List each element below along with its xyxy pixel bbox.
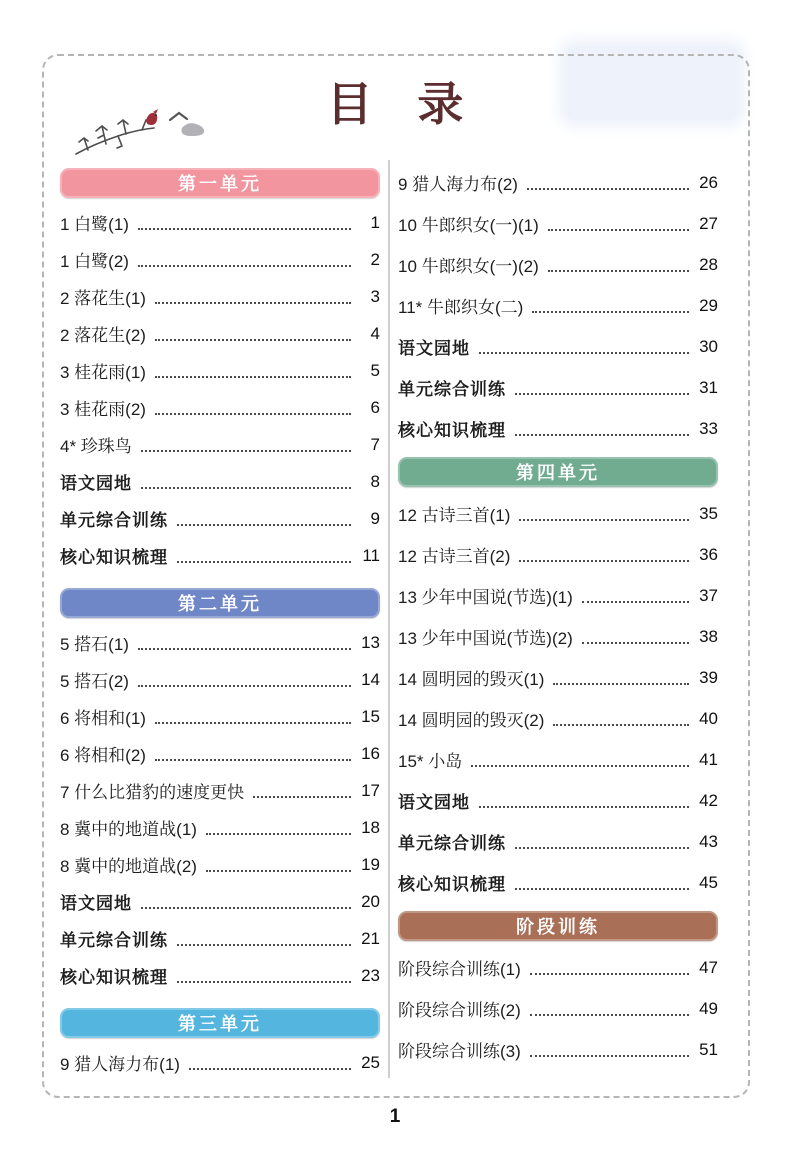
toc-entry — [398, 408, 718, 449]
toc-entry — [60, 204, 380, 241]
toc-entry-page: 45 — [699, 872, 718, 892]
dot-leader — [553, 711, 689, 726]
toc-entry-page: 13 — [361, 632, 380, 652]
unit-header: 第四单元 — [398, 457, 718, 487]
dot-leader — [548, 216, 689, 231]
page-title: 目 录 — [326, 78, 480, 130]
toc-entry — [60, 500, 380, 537]
toc-entry — [398, 575, 718, 616]
toc-entry — [60, 426, 380, 463]
toc-entry-label: 8 冀中的地道战(1) — [60, 820, 197, 839]
dot-leader — [141, 437, 351, 452]
toc-column-left — [60, 162, 380, 1081]
toc-entry — [60, 698, 380, 735]
toc-entry-label: 1 白鹭(2) — [60, 252, 129, 271]
toc-entry-page: 29 — [699, 295, 718, 315]
toc-entry-label: 3 桂花雨(1) — [60, 363, 146, 382]
toc-entry — [398, 947, 718, 988]
toc-entry-label: 单元综合训练 — [60, 511, 168, 530]
toc-entry-label: 13 少年中国说(节选)(2) — [398, 629, 573, 648]
toc-entry-page: 16 — [361, 743, 380, 763]
dot-leader — [479, 339, 689, 354]
dot-leader — [155, 326, 351, 341]
toc-entry — [398, 244, 718, 285]
toc-entry-label: 9 猎人海力布(1) — [60, 1055, 180, 1074]
dot-leader — [177, 511, 351, 526]
toc-entry — [60, 241, 380, 278]
toc-entry-page: 37 — [699, 585, 718, 605]
dot-leader — [155, 400, 351, 415]
toc-column-right — [398, 162, 718, 1070]
unit-header: 第二单元 — [60, 588, 380, 618]
toc-entry-page: 3 — [370, 286, 380, 306]
toc-entry-label: 4* 珍珠鸟 — [60, 437, 132, 456]
toc-entry-page: 40 — [699, 708, 718, 728]
toc-entry — [398, 534, 718, 575]
toc-entry-label: 核心知识梳理 — [60, 548, 168, 567]
toc-entry-page: 27 — [699, 213, 718, 233]
toc-entry — [398, 367, 718, 408]
toc-entry-page: 4 — [370, 323, 380, 343]
toc-entry-page: 43 — [699, 831, 718, 851]
toc-entry-page: 21 — [361, 928, 380, 948]
dot-leader — [582, 588, 689, 603]
toc-entry-label: 5 搭石(1) — [60, 635, 129, 654]
dot-leader — [527, 175, 689, 190]
dot-leader — [548, 257, 689, 272]
toc-entry-page: 19 — [361, 854, 380, 874]
toc-entry-label: 8 冀中的地道战(2) — [60, 857, 197, 876]
toc-entry — [398, 780, 718, 821]
toc-entry-label: 13 少年中国说(节选)(1) — [398, 588, 573, 607]
toc-entry — [398, 862, 718, 903]
toc-entry — [398, 493, 718, 534]
dot-leader — [530, 1001, 689, 1016]
toc-entry-label: 3 桂花雨(2) — [60, 400, 146, 419]
toc-entry — [60, 661, 380, 698]
toc-entry — [60, 624, 380, 661]
dot-leader — [155, 746, 351, 761]
dot-leader — [141, 474, 351, 489]
dot-leader — [141, 894, 351, 909]
dot-leader — [189, 1055, 351, 1070]
toc-entry — [60, 809, 380, 846]
toc-entry — [60, 1044, 380, 1081]
toc-entry — [60, 315, 380, 352]
dot-leader — [177, 931, 351, 946]
toc-entry-page: 30 — [699, 336, 718, 356]
toc-entry-page: 17 — [361, 780, 380, 800]
dot-leader — [155, 709, 351, 724]
toc-entry-label: 10 牛郎织女(一)(2) — [398, 257, 539, 276]
toc-entry-label: 15* 小岛 — [398, 752, 463, 771]
toc-entry-label: 单元综合训练 — [60, 931, 168, 950]
toc-entry-label: 核心知识梳理 — [398, 421, 506, 440]
toc-entry-page: 20 — [361, 891, 380, 911]
toc-entry — [398, 285, 718, 326]
dot-leader — [138, 252, 351, 267]
dot-leader — [532, 298, 689, 313]
toc-entry-label: 阶段综合训练(2) — [398, 1001, 521, 1020]
toc-entry-label: 6 将相和(2) — [60, 746, 146, 765]
dot-leader — [206, 820, 351, 835]
toc-entry-page: 36 — [699, 544, 718, 564]
toc-entry-label: 语文园地 — [398, 793, 470, 812]
dot-leader — [515, 421, 689, 436]
dot-leader — [553, 670, 689, 685]
toc-entry-page: 23 — [361, 965, 380, 985]
toc-entry-label: 单元综合训练 — [398, 380, 506, 399]
toc-entry — [398, 988, 718, 1029]
dot-leader — [479, 793, 689, 808]
dot-leader — [515, 380, 689, 395]
toc-entry-label: 7 什么比猎豹的速度更快 — [60, 783, 245, 802]
dot-leader — [582, 629, 689, 644]
toc-entry-page: 33 — [699, 418, 718, 438]
unit-header: 第三单元 — [60, 1008, 380, 1038]
toc-entry-label: 14 圆明园的毁灭(2) — [398, 711, 545, 730]
toc-entry — [398, 326, 718, 367]
toc-entry-page: 6 — [370, 397, 380, 417]
toc-entry-page: 31 — [699, 377, 718, 397]
dot-leader — [530, 1042, 689, 1057]
toc-entry-label: 1 白鹭(1) — [60, 215, 129, 234]
toc-entry-page: 35 — [699, 503, 718, 523]
toc-entry-label: 阶段综合训练(1) — [398, 960, 521, 979]
toc-entry-page: 7 — [370, 434, 380, 454]
toc-entry-label: 14 圆明园的毁灭(1) — [398, 670, 545, 689]
toc-entry-label: 5 搭石(2) — [60, 672, 129, 691]
toc-entry-label: 2 落花生(1) — [60, 289, 146, 308]
toc-entry — [398, 203, 718, 244]
toc-entry — [60, 883, 380, 920]
toc-entry — [60, 920, 380, 957]
toc-entry-page: 9 — [370, 508, 380, 528]
toc-entry-page: 18 — [361, 817, 380, 837]
toc-entry — [60, 352, 380, 389]
dot-leader — [138, 672, 351, 687]
toc-entry — [60, 846, 380, 883]
toc-entry — [398, 1029, 718, 1070]
toc-entry-label: 核心知识梳理 — [398, 875, 506, 894]
toc-entry-label: 核心知识梳理 — [60, 968, 168, 987]
dot-leader — [253, 783, 351, 798]
toc-entry-label: 6 将相和(1) — [60, 709, 146, 728]
toc-entry-label: 11* 牛郎织女(二) — [398, 298, 524, 317]
toc-entry-page: 42 — [699, 790, 718, 810]
toc-entry — [60, 957, 380, 994]
dot-leader — [155, 363, 351, 378]
toc-entry-page: 26 — [699, 172, 718, 192]
page-number: 1 — [389, 1106, 401, 1127]
column-divider — [388, 160, 390, 1078]
toc-entry-page: 41 — [699, 749, 718, 769]
dot-leader — [177, 968, 351, 983]
toc-entry-page: 38 — [699, 626, 718, 646]
toc-entry-page: 1 — [370, 212, 380, 232]
toc-entry-label: 语文园地 — [60, 474, 132, 493]
toc-entry-label: 单元综合训练 — [398, 834, 506, 853]
dot-leader — [177, 548, 351, 563]
toc-entry — [398, 698, 718, 739]
toc-entry-label: 12 古诗三首(2) — [398, 547, 511, 566]
toc-entry-page: 47 — [699, 957, 718, 977]
toc-entry — [60, 537, 380, 574]
dot-leader — [138, 635, 351, 650]
toc-entry-label: 9 猎人海力布(2) — [398, 175, 518, 194]
toc-entry-label: 阶段综合训练(3) — [398, 1042, 521, 1061]
toc-entry — [60, 772, 380, 809]
toc-entry-page: 15 — [361, 706, 380, 726]
toc-entry-page: 51 — [699, 1039, 718, 1059]
unit-header: 第一单元 — [60, 168, 380, 198]
toc-entry — [398, 739, 718, 780]
toc-entry — [398, 821, 718, 862]
dot-leader — [515, 834, 689, 849]
dot-leader — [206, 857, 351, 872]
dot-leader — [155, 289, 351, 304]
toc-entry — [398, 616, 718, 657]
dot-leader — [519, 547, 689, 562]
toc-entry-page: 2 — [370, 249, 380, 269]
toc-entry-page: 11 — [362, 545, 380, 565]
toc-entry — [398, 657, 718, 698]
toc-entry-page: 49 — [699, 998, 718, 1018]
toc-entry — [60, 463, 380, 500]
toc-entry — [60, 278, 380, 315]
toc-entry-page: 14 — [361, 669, 380, 689]
toc-entry-label: 语文园地 — [60, 894, 132, 913]
dot-leader — [471, 752, 689, 767]
dot-leader — [138, 215, 351, 230]
toc-entry-page: 5 — [370, 360, 380, 380]
dot-leader — [515, 875, 689, 890]
toc-entry-label: 2 落花生(2) — [60, 326, 146, 345]
toc-entry-page: 8 — [370, 471, 380, 491]
toc-entry-label: 语文园地 — [398, 339, 470, 358]
unit-header: 阶段训练 — [398, 911, 718, 941]
toc-entry — [60, 389, 380, 426]
toc-entry-label: 12 古诗三首(1) — [398, 506, 511, 525]
toc-entry — [398, 162, 718, 203]
dot-leader — [530, 960, 689, 975]
dot-leader — [519, 506, 689, 521]
toc-entry-label: 10 牛郎织女(一)(1) — [398, 216, 539, 235]
toc-entry — [60, 735, 380, 772]
toc-entry-page: 39 — [699, 667, 718, 687]
toc-entry-page: 28 — [699, 254, 718, 274]
toc-entry-page: 25 — [361, 1052, 380, 1072]
